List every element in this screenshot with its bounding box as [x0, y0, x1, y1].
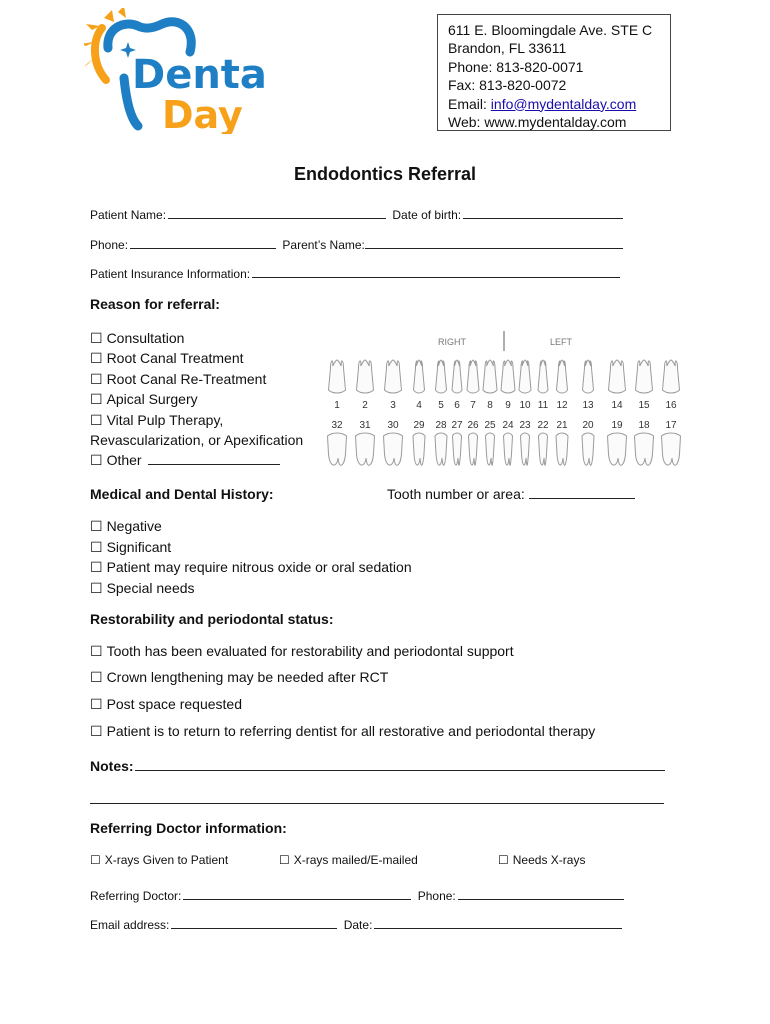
reason-other[interactable] — [90, 452, 283, 469]
reason-vital-pulp-wrap: Revascularization, or Apexification — [90, 432, 304, 448]
lower-tooth-number: 21 — [556, 420, 568, 431]
lower-tooth-icon[interactable] — [486, 433, 495, 465]
tooth-number-row — [387, 486, 638, 502]
needs-xrays-option[interactable] — [498, 853, 585, 867]
patient-name-row — [90, 207, 626, 222]
checkbox-icon[interactable]: ☐ — [90, 540, 103, 556]
tooth-number-field[interactable] — [529, 486, 635, 499]
notes-field-line-2[interactable] — [90, 803, 664, 804]
referring-email-field[interactable] — [171, 917, 337, 929]
checkbox-icon[interactable]: ☐ — [90, 519, 103, 535]
upper-tooth-icon[interactable] — [329, 360, 346, 393]
checkbox-icon[interactable]: ☐ — [90, 331, 103, 347]
clinic-address-box — [437, 14, 671, 131]
phone-parent-row — [90, 237, 626, 252]
xrays-mailed-label: X-rays mailed/E-mailed — [293, 853, 418, 867]
upper-tooth-number: 11 — [537, 400, 549, 411]
reason-consultation[interactable] — [90, 330, 184, 347]
reason-apical-surgery-label: Apical Surgery — [106, 391, 198, 407]
email-line — [448, 95, 660, 113]
patient-phone-label: Phone: — [90, 238, 129, 252]
parent-name-field[interactable] — [365, 237, 623, 249]
history-special-needs-label: Special needs — [106, 580, 195, 596]
history-significant[interactable] — [90, 539, 171, 556]
xrays-given-option[interactable] — [90, 853, 228, 867]
upper-tooth-number: 10 — [519, 400, 531, 411]
reason-retreatment[interactable] — [90, 371, 266, 388]
checkbox-icon[interactable]: ☐ — [498, 853, 509, 867]
tooth-number-label: Tooth number or area: — [387, 486, 525, 502]
lower-tooth-number: 29 — [413, 420, 425, 431]
notes-label: Notes: — [90, 758, 134, 774]
lower-tooth-number: 28 — [435, 420, 447, 431]
checkbox-icon[interactable]: ☐ — [90, 724, 103, 740]
upper-tooth-number: 6 — [454, 400, 460, 411]
checkbox-icon[interactable]: ☐ — [90, 560, 103, 576]
upper-tooth-icon[interactable] — [538, 360, 548, 393]
reason-heading: Reason for referral: — [90, 296, 220, 312]
tooth-chart-diagram — [320, 328, 686, 474]
needs-xrays-label: Needs X-rays — [512, 853, 586, 867]
lower-tooth-icon[interactable] — [504, 433, 513, 465]
upper-tooth-icon[interactable] — [436, 360, 447, 393]
chart-left-label: LEFT — [550, 337, 573, 347]
resto-evaluated-label: Tooth has been evaluated for restorability and periodontal support — [106, 643, 514, 659]
referring-date-label: Date: — [343, 918, 373, 932]
upper-tooth-icon[interactable] — [414, 360, 425, 393]
resto-post-space-label: Post space requested — [106, 696, 242, 712]
email-label: Email: — [448, 95, 491, 112]
web-text: Web: www.mydentalday.com — [448, 114, 627, 131]
checkbox-icon[interactable]: ☐ — [279, 853, 290, 867]
tooth-chart — [320, 328, 686, 474]
referring-doctor-label: Referring Doctor: — [90, 889, 182, 903]
patient-name-field[interactable] — [168, 207, 386, 219]
lower-tooth-number: 20 — [582, 420, 594, 431]
checkbox-icon[interactable]: ☐ — [90, 453, 103, 469]
lower-tooth-icon[interactable] — [662, 433, 681, 465]
history-significant-label: Significant — [106, 539, 172, 555]
lower-tooth-number: 26 — [467, 420, 479, 431]
history-special-needs[interactable] — [90, 580, 195, 597]
lower-tooth-icon[interactable] — [582, 433, 594, 465]
lower-tooth-icon[interactable] — [556, 433, 568, 465]
patient-name-label: Patient Name: — [90, 208, 167, 222]
lower-tooth-number: 30 — [387, 420, 399, 431]
lower-tooth-icon[interactable] — [608, 433, 627, 465]
chart-right-label: RIGHT — [438, 337, 466, 347]
lower-tooth-icon[interactable] — [635, 433, 654, 465]
dob-label: Date of birth: — [392, 208, 462, 222]
dental-day-logo — [84, 8, 270, 134]
upper-tooth-number: 16 — [665, 400, 677, 411]
patient-phone-field[interactable] — [130, 237, 276, 249]
lower-tooth-icon[interactable] — [469, 433, 478, 465]
upper-tooth-number: 14 — [611, 400, 623, 411]
lower-tooth-icon[interactable] — [453, 433, 462, 465]
upper-tooth-icon[interactable] — [636, 360, 653, 393]
medical-heading: Medical and Dental History: — [90, 486, 274, 502]
upper-tooth-icon[interactable] — [663, 360, 680, 393]
upper-tooth-number: 8 — [487, 400, 493, 411]
reason-vital-pulp[interactable] — [90, 412, 223, 429]
email-link[interactable]: info@mydentalday.com — [490, 95, 637, 112]
upper-tooth-icon[interactable] — [501, 360, 515, 393]
lower-tooth-number: 32 — [331, 420, 343, 431]
lower-tooth-number: 19 — [611, 420, 623, 431]
checkbox-icon[interactable]: ☐ — [90, 697, 103, 713]
referring-doctor-field[interactable] — [183, 888, 411, 900]
upper-tooth-icon[interactable] — [483, 360, 497, 393]
lower-tooth-icon[interactable] — [539, 433, 548, 465]
upper-tooth-number: 2 — [362, 400, 368, 411]
page-title: Endodontics Referral — [293, 164, 477, 184]
history-sedation-label: Patient may require nitrous oxide or oral sedation — [106, 559, 412, 575]
checkbox-icon[interactable]: ☐ — [90, 413, 103, 429]
insurance-row — [90, 266, 623, 281]
upper-tooth-number: 9 — [505, 400, 511, 411]
upper-tooth-number: 12 — [556, 400, 568, 411]
restorability-heading: Restorability and periodontal status: — [90, 611, 334, 627]
address-line-1: 611 E. Bloomingdale Ave. STE C — [448, 22, 653, 38]
insurance-field[interactable] — [252, 266, 620, 278]
parent-name-label: Parent’s Name: — [282, 238, 365, 252]
history-sedation[interactable] — [90, 559, 412, 576]
lower-tooth-number: 23 — [519, 420, 531, 431]
reason-retreatment-label: Root Canal Re-Treatment — [106, 371, 267, 387]
reason-root-canal[interactable] — [90, 350, 244, 367]
resto-crown-lengthening-label: Crown lengthening may be needed after RCT — [106, 669, 389, 685]
xrays-given-label: X-rays Given to Patient — [104, 853, 229, 867]
resto-crown-lengthening[interactable] — [90, 669, 388, 686]
lower-tooth-number: 22 — [537, 420, 549, 431]
reason-consultation-label: Consultation — [106, 330, 185, 346]
dob-field[interactable] — [463, 207, 623, 219]
upper-tooth-number: 13 — [582, 400, 594, 411]
upper-tooth-icon[interactable] — [609, 360, 626, 393]
phone-text: Phone: 813-820-0071 — [448, 58, 584, 75]
upper-tooth-icon[interactable] — [452, 360, 462, 393]
lower-tooth-icon[interactable] — [384, 433, 403, 465]
upper-tooth-number: 5 — [438, 400, 444, 411]
lower-tooth-number: 27 — [451, 420, 463, 431]
upper-tooth-number: 7 — [470, 400, 476, 411]
checkbox-icon[interactable]: ☐ — [90, 581, 103, 597]
referring-phone-label: Phone: — [417, 889, 456, 903]
history-negative[interactable] — [90, 518, 162, 535]
reason-vital-pulp-label: Vital Pulp Therapy, — [106, 412, 224, 428]
resto-post-space[interactable] — [90, 696, 242, 713]
insurance-label: Patient Insurance Information: — [90, 267, 251, 281]
upper-tooth-number: 15 — [638, 400, 650, 411]
referring-heading: Referring Doctor information: — [90, 820, 287, 836]
checkbox-icon[interactable]: ☐ — [90, 372, 103, 388]
reason-apical-surgery[interactable] — [90, 391, 198, 408]
fax-text: Fax: 813-820-0072 — [448, 77, 567, 94]
upper-tooth-icon[interactable] — [467, 360, 479, 393]
upper-tooth-icon[interactable] — [583, 360, 594, 393]
reason-other-label: Other — [106, 452, 142, 468]
upper-tooth-icon[interactable] — [519, 360, 531, 393]
referring-doctor-row — [90, 888, 627, 903]
lower-tooth-icon[interactable] — [435, 433, 447, 465]
resto-return-dentist-label: Patient is to return to referring dentist for all restorative and periodontal therapy — [106, 723, 596, 739]
reason-root-canal-label: Root Canal Treatment — [106, 350, 244, 366]
logo-word-dental: Dental — [132, 52, 270, 98]
upper-tooth-number: 4 — [416, 400, 422, 411]
address-line-2: Brandon, FL 33611 — [448, 40, 567, 57]
lower-tooth-number: 17 — [665, 420, 677, 431]
checkbox-icon[interactable]: ☐ — [90, 351, 103, 367]
lower-tooth-icon[interactable] — [521, 433, 530, 465]
checkbox-icon[interactable]: ☐ — [90, 392, 103, 408]
lower-tooth-number: 18 — [638, 420, 650, 431]
resto-return-dentist[interactable] — [90, 723, 595, 740]
lower-tooth-number: 31 — [359, 420, 371, 431]
resto-evaluated[interactable] — [90, 643, 514, 660]
upper-tooth-icon[interactable] — [357, 360, 374, 393]
lower-tooth-number: 25 — [484, 420, 496, 431]
checkbox-icon[interactable]: ☐ — [90, 670, 103, 686]
notes-row — [90, 758, 668, 774]
tooth-sun-logo-icon — [84, 8, 270, 134]
upper-tooth-icon[interactable] — [557, 360, 568, 393]
notes-field[interactable] — [135, 758, 665, 771]
lower-tooth-icon[interactable] — [328, 433, 347, 465]
xrays-mailed-option[interactable] — [279, 853, 418, 867]
referring-phone-field[interactable] — [458, 888, 624, 900]
lower-tooth-number: 24 — [502, 420, 514, 431]
checkbox-icon[interactable]: ☐ — [90, 644, 103, 660]
upper-tooth-number: 1 — [334, 400, 340, 411]
lower-tooth-icon[interactable] — [413, 433, 425, 465]
lower-tooth-icon[interactable] — [356, 433, 375, 465]
reason-other-field[interactable] — [148, 453, 280, 465]
history-negative-label: Negative — [106, 518, 162, 534]
email-date-row — [90, 917, 625, 932]
referring-email-label: Email address: — [90, 918, 170, 932]
logo-word-day: Day — [162, 93, 243, 134]
upper-tooth-number: 3 — [390, 400, 396, 411]
checkbox-icon[interactable]: ☐ — [90, 853, 101, 867]
upper-tooth-icon[interactable] — [385, 360, 402, 393]
referring-date-field[interactable] — [374, 917, 622, 929]
